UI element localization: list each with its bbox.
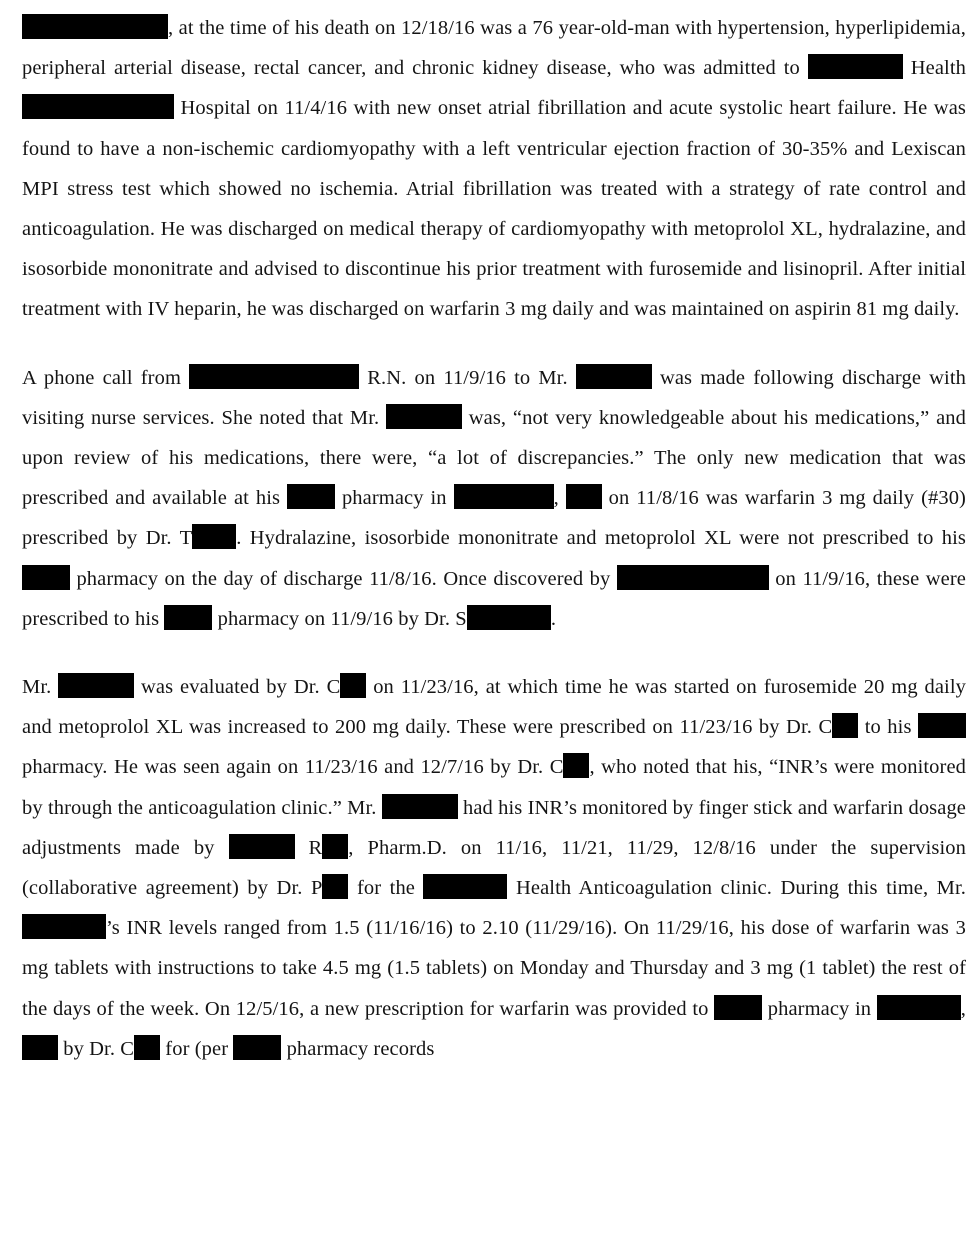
redaction-box <box>386 404 462 429</box>
redaction-box <box>423 874 507 899</box>
redaction-box <box>22 14 168 39</box>
text-segment: was, “not very knowledgeable about his medications,” and upon review of his medications, there were, “a lot of discrepancies.” The only new medication that was prescribed and available at his <box>22 406 966 510</box>
redaction-box <box>322 834 348 859</box>
text-segment: pharmacy on the day of discharge 11/8/16. Once discovered by <box>70 567 617 590</box>
redaction-box <box>382 794 458 819</box>
paragraph-history <box>22 8 966 330</box>
redaction-box <box>454 484 554 509</box>
text-segment: Hospital on 11/4/16 with new onset atrial fibrillation and acute systolic heart failure. He was found to have a non-ischemic cardiomyopathy with a left ventricular ejection fraction of 30-35% and Lexiscan MPI stress test which showed no ischemia. Atrial fibrillation was treated with a strategy of rate control and anticoagulation. He was discharged on medical therapy of cardiomyopathy with metoprolol XL, hydralazine, and isosorbide mononitrate and advised to discontinue his prior treatment with furosemide and lisinopril. After initial treatment with IV heparin, he was discharged on warfarin 3 mg daily and was maintained on aspirin 81 mg daily. <box>22 97 966 321</box>
redaction-box <box>617 565 769 590</box>
redaction-box <box>287 484 335 509</box>
redaction-box <box>714 995 762 1020</box>
text-segment: R <box>294 836 323 859</box>
text-segment: had his INR’s monitored by finger stick and warfarin dosage adjustments made by <box>22 796 966 859</box>
text-segment: , at the time of his death on 12/18/16 was a 76 year-old-man with hypertension, hyperlipidemia, peripheral arterial disease, rectal cancer, and chronic kidney disease, who was admitted to <box>22 17 966 80</box>
redaction-box <box>22 94 174 119</box>
text-segment: , <box>960 997 966 1020</box>
text-segment: Mr. <box>22 676 59 699</box>
paragraph-phone-call <box>22 358 966 639</box>
redaction-box <box>134 1035 160 1060</box>
redaction-box <box>918 713 966 738</box>
redaction-box <box>233 1035 281 1060</box>
text-segment: ’s INR levels ranged from 1.5 (11/16/16) to 2.10 (11/29/16). On 11/29/16, his dose of warfarin was 3 mg tablets with instructions to take 4.5 mg (1.5 tablets) on Monday and Thursday and 3 mg (1 tablet) the rest of the days of the week. On 12/5/16, a new prescription for warfarin was provided to <box>22 917 966 1020</box>
redaction-box <box>189 364 359 389</box>
text-segment: , who noted that his, “INR’s were monitored by through the anticoagulation clinic.” Mr. <box>22 756 966 819</box>
redaction-box <box>808 54 903 79</box>
redaction-box <box>340 673 366 698</box>
text-segment: pharmacy in <box>762 997 877 1020</box>
redaction-box <box>566 484 602 509</box>
text-segment: pharmacy on 11/9/16 by Dr. S <box>212 607 467 630</box>
redaction-box <box>229 834 295 859</box>
text-segment: pharmacy records <box>281 1037 435 1060</box>
text-segment: was evaluated by Dr. C <box>134 676 341 699</box>
text-segment: . <box>550 607 557 630</box>
text-segment: on 11/23/16, at which time he was started on furosemide 20 mg daily and metoprolol XL was increased to 200 mg daily. These were prescribed on 11/23/16 by Dr. C <box>22 676 966 739</box>
text-segment: Health <box>902 57 966 80</box>
text-segment: was made following discharge with visiting nurse services. She noted that Mr. <box>22 366 966 429</box>
redaction-box <box>22 914 106 939</box>
text-segment: . Hydralazine, isosorbide mononitrate and metoprolol XL were not prescribed to his <box>236 527 966 550</box>
text-segment: for (per <box>160 1037 234 1060</box>
text-segment: on 11/8/16 was warfarin 3 mg daily (#30) prescribed by Dr. T <box>22 487 966 550</box>
paragraph-evaluation <box>22 667 966 1069</box>
text-segment: Health Anticoagulation clinic. During this time, Mr. <box>507 877 967 900</box>
text-segment: , Pharm.D. on 11/16, 11/21, 11/29, 12/8/16 under the supervision (collaborative agreement) by Dr. P <box>22 836 966 900</box>
text-segment: pharmacy in <box>335 487 454 510</box>
redaction-box <box>22 1035 58 1060</box>
text-segment: on 11/9/16, these were prescribed to his <box>22 567 967 630</box>
redaction-box <box>192 524 236 549</box>
redaction-box <box>832 713 858 738</box>
text-segment: by Dr. C <box>58 1037 135 1060</box>
redaction-box <box>164 605 212 630</box>
redaction-box <box>467 605 551 630</box>
redaction-box <box>22 565 70 590</box>
text-segment: pharmacy. He was seen again on 11/23/16 and 12/7/16 by Dr. C <box>22 756 564 779</box>
redaction-box <box>322 874 348 899</box>
text-segment: for the <box>348 877 424 900</box>
redaction-box <box>576 364 652 389</box>
text-segment: to his <box>858 716 918 739</box>
redaction-box <box>58 673 134 698</box>
text-segment: A phone call from <box>22 366 190 389</box>
redaction-box <box>877 995 961 1020</box>
redaction-box <box>563 753 589 778</box>
text-segment: R.N. on 11/9/16 to Mr. <box>359 366 576 389</box>
text-segment: , <box>553 487 566 510</box>
